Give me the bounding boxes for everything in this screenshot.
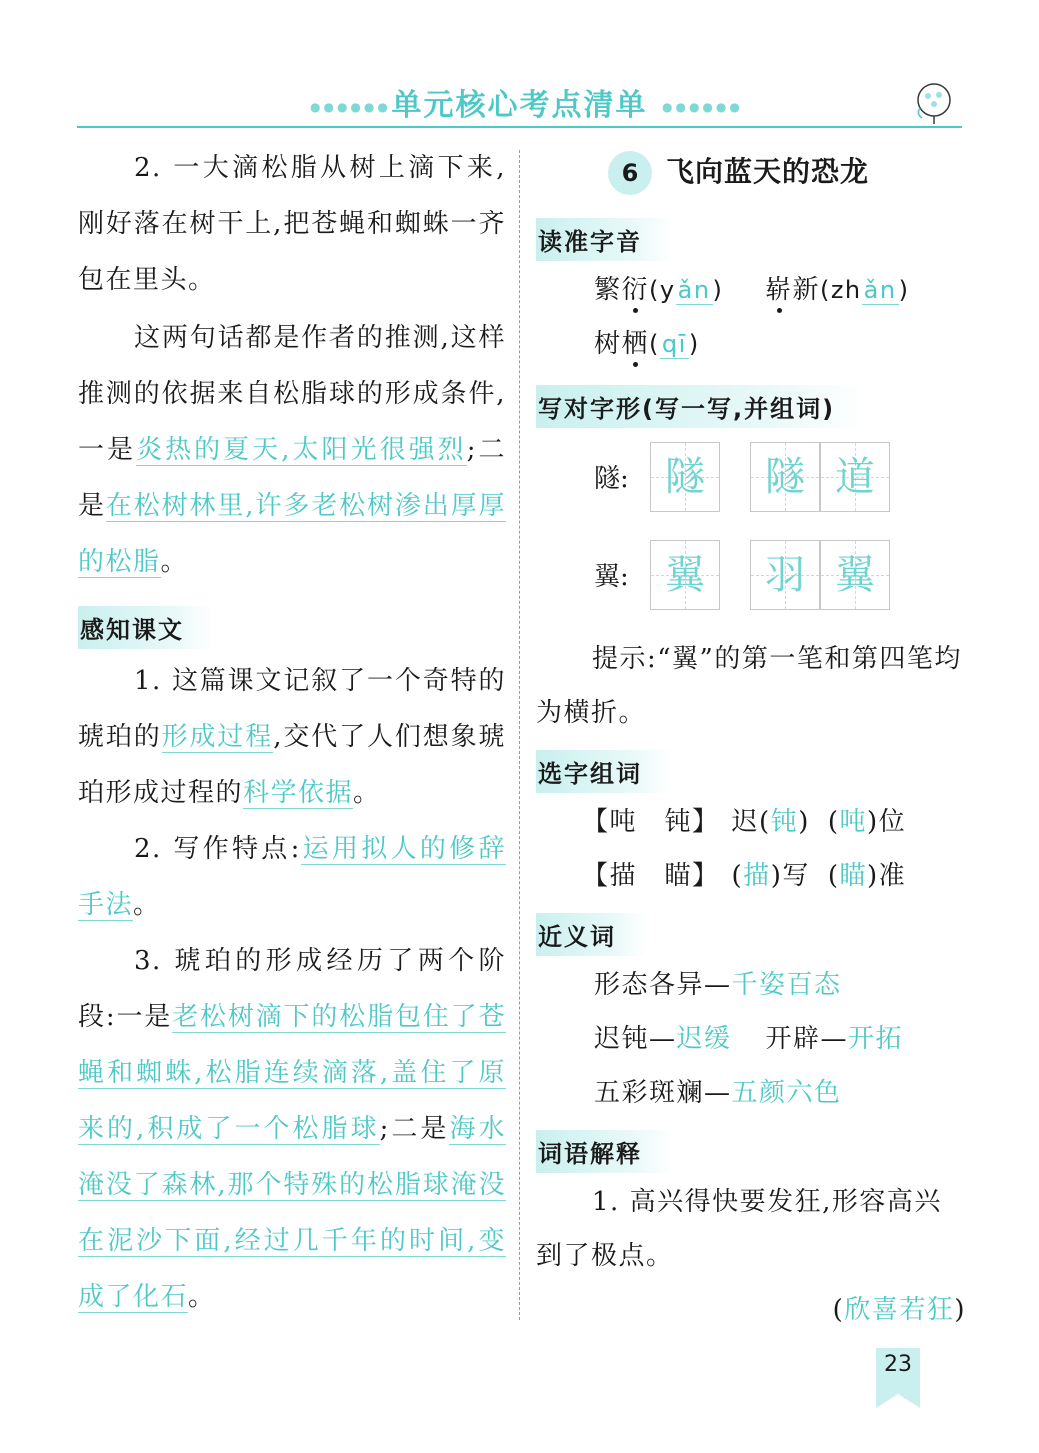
section-choose-words: 选字组词 [536, 750, 672, 793]
section-write-chars: 写对字形(写一写,并组词) [536, 385, 865, 428]
lesson-number-badge: 6 [608, 151, 652, 195]
char-practice-row-2 [536, 540, 966, 614]
char-label-yi: 翼: [594, 562, 629, 592]
pronunciation-row-2: 树栖(qī) [594, 329, 700, 359]
choose-row-2: 【描 瞄】 (描)写 (瞄)准 [582, 861, 907, 891]
question-3: 3. 琥珀的形成经历了两个阶段:一是老松树滴下的松脂包住了苍蝇和蜘蛛,松脂连续滴落,盖住了原来的,积成了一个松脂球;二是海水淹没了森林,那个特殊的松脂球淹没在泥沙下面,经过几千年的时间,变成了化石。 [78, 946, 506, 1312]
pinyin-answer-zhan: ǎn [863, 276, 897, 304]
choose-row-1: 【吨 钝】 迟(钝) (吨)位 [582, 807, 907, 837]
char-box: 翼 [650, 540, 720, 610]
left-column [78, 140, 506, 1325]
section-word-explanation: 词语解释 [536, 1130, 672, 1173]
answer-stage-2: 海水淹没了森林,那个特殊的松脂球淹没在泥沙下面,经过几千年的时间,变成了化石 [78, 1114, 506, 1312]
explanation-1-answer: (欣喜若狂) [832, 1295, 966, 1325]
char-box: 羽 [750, 540, 820, 610]
section-perception: 感知课文 [78, 606, 214, 649]
char-box: 隧 [750, 442, 820, 512]
answer-formation: 形成过程 [161, 722, 274, 752]
page-number: 23 [884, 1352, 912, 1377]
question-1: 1. 这篇课文记叙了一个奇特的琥珀的形成过程,交代了人们想象琥珀形成过程的科学依据。 [78, 666, 506, 808]
page-header [0, 80, 1039, 130]
header-title: 单元核心考点清单 [391, 88, 648, 123]
pinyin-answer-qi: qī [661, 330, 687, 358]
pronunciation-row-1: 繁衍(yǎn) 崭新(zhǎn) [594, 275, 910, 305]
question-2: 2. 写作特点:运用拟人的修辞手法。 [78, 834, 506, 920]
header-dots-right: ●●●●●● [662, 100, 743, 114]
synonym-row-3: 五彩斑斓—五颜六色 [594, 1078, 842, 1108]
answer-basis: 科学依据 [243, 778, 354, 808]
answer-feature: 运用拟人的修辞手法 [78, 834, 506, 920]
pinyin-answer-yan: ǎn [677, 276, 711, 304]
right-column [536, 140, 966, 1337]
header-dots-left: ●●●●●● [310, 100, 391, 114]
section-synonyms: 近义词 [536, 913, 646, 956]
char-box: 隧 [650, 442, 720, 512]
char-practice-row-1 [536, 442, 966, 516]
inference-paragraph: 这两句话都是作者的推测,这样推测的依据来自松脂球的形成条件,一是炎热的夏天,太阳光很强烈;二是在松树林里,许多老松树渗出厚厚的松脂。 [78, 323, 506, 577]
synonym-row-2: 迟钝—迟缓 开辟—开拓 [594, 1024, 904, 1054]
section-pronunciation: 读准字音 [536, 218, 672, 261]
lesson-title: 飞向蓝天的恐龙 [666, 155, 870, 188]
explanation-1: 1. 高兴得快要发狂,形容高兴到了极点。 [536, 1187, 942, 1271]
column-divider [519, 150, 520, 1320]
flower-icon [912, 80, 956, 124]
synonym-row-1: 形态各异—千姿百态 [594, 970, 842, 1000]
stroke-hint: 提示:“翼”的第一笔和第四笔均为横折。 [536, 644, 962, 728]
lesson-heading [608, 150, 966, 200]
char-box: 翼 [820, 540, 890, 610]
answer-condition-1: 炎热的夏天,太阳光很强烈 [136, 435, 467, 465]
char-label-sui: 隧: [594, 464, 629, 494]
answer-condition-2: 在松树林里,许多老松树渗出厚厚的松脂 [78, 491, 506, 577]
header-rule [77, 126, 962, 128]
answer-stage-1: 老松树滴下的松脂包住了苍蝇和蜘蛛,松脂连续滴落,盖住了原来的,积成了一个松脂球 [78, 1002, 506, 1144]
char-box: 道 [820, 442, 890, 512]
sentence-two: 2. 一大滴松脂从树上滴下来,刚好落在树干上,把苍蝇和蜘蛛一齐包在里头。 [78, 153, 506, 295]
